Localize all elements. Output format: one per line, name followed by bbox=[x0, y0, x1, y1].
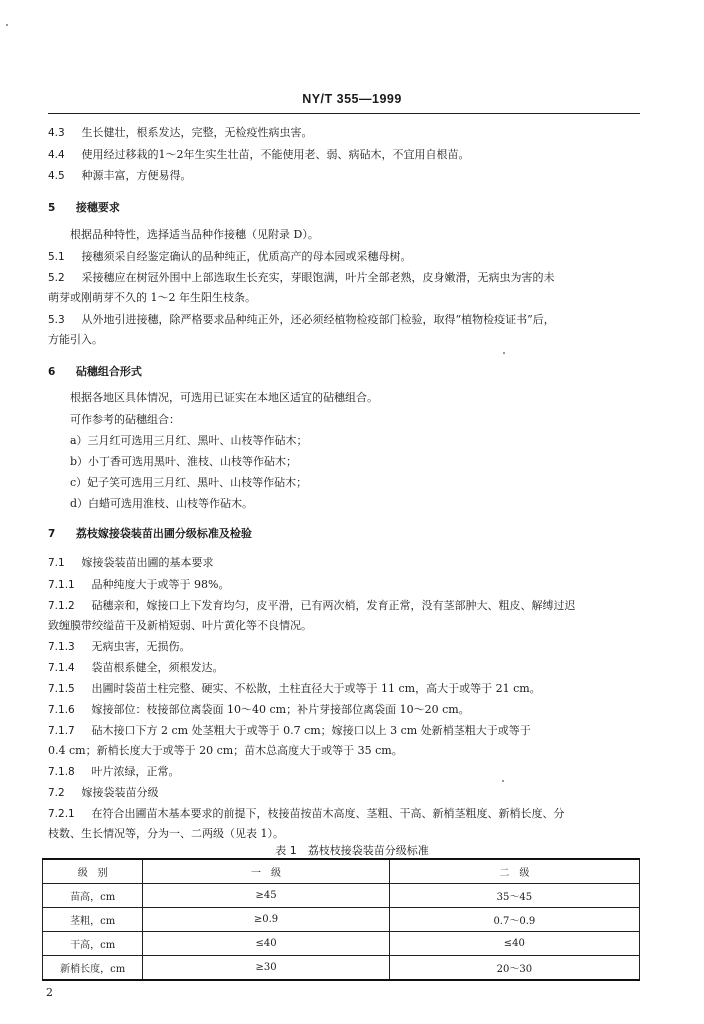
section-title: 砧穗组合形式 bbox=[75, 365, 142, 378]
clause-text: 砧穗亲和，嫁接口上下发育均匀，皮平滑，已有两次梢，发育正常，没有茎部肿大、粗皮、解缚过迟 bbox=[91, 599, 576, 612]
clause-continuation bbox=[48, 619, 312, 633]
clause-text: 0.4 cm；新梢长度大于或等于 20 cm；苗木总高度大于或等于 35 cm。 bbox=[48, 744, 403, 757]
clause-7-1-3 bbox=[48, 640, 191, 654]
clause-text: 方能引入。 bbox=[48, 333, 103, 346]
clause-text: 嫁接袋装苗出圃的基本要求 bbox=[81, 556, 214, 569]
clause-number: 7.1.4 bbox=[48, 662, 75, 674]
table-title: 表 1 荔枝枝接袋装苗分级标准 bbox=[275, 844, 429, 857]
clause-7-1-2 bbox=[48, 599, 576, 613]
clause-text: 品种纯度大于或等于 98%。 bbox=[91, 578, 230, 591]
clause-text: 无病虫害，无损伤。 bbox=[91, 640, 191, 653]
paragraph bbox=[70, 413, 180, 427]
section-7-heading bbox=[48, 527, 252, 541]
paragraph-text: 根据品种特性，选择适当品种作接穗（见附录 D）。 bbox=[70, 228, 319, 241]
list-item bbox=[70, 434, 308, 448]
standard-code-header: NY/T 355—1999 bbox=[302, 92, 402, 106]
clause-7-2-1 bbox=[48, 807, 565, 821]
paragraph-text: 根据各地区具体情况，可选用已证实在本地区适宜的砧穗组合。 bbox=[70, 391, 378, 404]
clause-text: 砧木接口下方 2 cm 处茎粗大于或等于 0.7 cm；嫁接口以上 3 cm 处新梢茎粗大于或等于 bbox=[91, 724, 531, 737]
table-cell: ≥30 bbox=[143, 956, 389, 981]
clause-number: 4.5 bbox=[48, 170, 65, 182]
clause-text: 袋苗根系健全，须根发达。 bbox=[91, 661, 224, 674]
table-row bbox=[43, 932, 640, 956]
clause-number: 4.3 bbox=[48, 127, 65, 139]
table-cell: ≤40 bbox=[389, 932, 639, 956]
table-cell: 苗高，cm bbox=[43, 884, 143, 908]
table-header-cell: 一 级 bbox=[143, 859, 389, 884]
scan-speck bbox=[6, 24, 8, 26]
table-cell: 新梢长度，cm bbox=[43, 956, 143, 981]
table-cell: ≥45 bbox=[143, 884, 389, 908]
section-5-heading bbox=[48, 201, 120, 215]
list-item-text: a）三月红可选用三月红、黑叶、山枝等作砧木； bbox=[70, 434, 308, 447]
clause-text: 接穗须采自经鉴定确认的品种纯正，优质高产的母本园或采穗母树。 bbox=[81, 250, 412, 263]
section-number: 6 bbox=[48, 366, 56, 378]
clause-number: 7.2.1 bbox=[48, 808, 75, 820]
table-cell: ≥0.9 bbox=[143, 908, 389, 932]
section-title: 荔枝嫁接袋装苗出圃分级标准及检验 bbox=[75, 527, 252, 540]
clause-7-1-5 bbox=[48, 682, 541, 696]
page-number: 2 bbox=[46, 986, 53, 999]
clause-continuation bbox=[48, 827, 284, 841]
clause-text: 采接穗应在树冠外围中上部选取生长充实，芽眼饱满，叶片全部老熟，皮身嫩滑，无病虫为害的未 bbox=[81, 271, 555, 284]
clause-7-1-7 bbox=[48, 724, 531, 738]
clause-5-2 bbox=[48, 271, 555, 285]
clause-text: 从外地引进接穗，除严格要求品种纯正外，还必须经植物检疫部门检验，取得“植物检疫证书”后， bbox=[81, 313, 555, 326]
clause-text: 使用经过移栽的1～2年生实生壮苗，不能使用老、弱、病砧木，不宜用自根苗。 bbox=[81, 148, 470, 161]
table-header-cell: 级 别 bbox=[43, 859, 143, 884]
clause-continuation bbox=[48, 744, 403, 758]
list-item-text: c）妃子笑可选用三月红、黑叶、山枝等作砧木； bbox=[70, 476, 308, 489]
clause-text: 嫁接部位：枝接部位离袋面 10～40 cm；补片芽接部位离袋面 10～20 cm。 bbox=[91, 703, 470, 716]
clause-text: 枝数、生长情况等，分为一、二两级（见表 1）。 bbox=[48, 827, 284, 840]
clause-text: 生长健壮，根系发达，完整，无检疫性病虫害。 bbox=[81, 126, 313, 139]
clause-number: 7.2 bbox=[48, 787, 65, 799]
section-title: 接穗要求 bbox=[75, 201, 120, 214]
clause-continuation bbox=[48, 291, 256, 305]
clause-text: 叶片浓绿，正常。 bbox=[91, 765, 180, 778]
clause-text: 嫁接袋装苗分级 bbox=[81, 786, 159, 799]
table-cell: 35～45 bbox=[389, 884, 639, 908]
clause-number: 5.2 bbox=[48, 272, 65, 284]
clause-number: 7.1.7 bbox=[48, 725, 75, 737]
clause-number: 7.1 bbox=[48, 557, 65, 569]
table-cell: 干高，cm bbox=[43, 932, 143, 956]
clause-number: 7.1.2 bbox=[48, 600, 75, 612]
clause-7-1-1 bbox=[48, 578, 229, 592]
table-cell: 茎粗，cm bbox=[43, 908, 143, 932]
clause-5-1 bbox=[48, 250, 412, 264]
clause-text: 种源丰富，方便易得。 bbox=[81, 169, 192, 182]
clause-number: 7.1.1 bbox=[48, 579, 75, 591]
clause-7-1-4 bbox=[48, 661, 224, 675]
table-row bbox=[43, 956, 640, 981]
clause-continuation bbox=[48, 333, 103, 347]
list-item-text: b）小丁香可选用黑叶、淮枝、山枝等作砧木； bbox=[70, 455, 298, 468]
clause-number: 5.1 bbox=[48, 251, 65, 263]
scan-speck bbox=[503, 352, 505, 354]
list-item bbox=[70, 497, 253, 511]
clause-7-1 bbox=[48, 556, 214, 570]
paragraph bbox=[70, 228, 319, 242]
list-item bbox=[70, 476, 307, 490]
clause-text: 萌芽或刚萌芽不久的 1～2 年生阳生枝条。 bbox=[48, 291, 256, 304]
scan-speck bbox=[502, 780, 504, 782]
section-number: 7 bbox=[48, 528, 56, 540]
table-cell: ≤40 bbox=[143, 932, 389, 956]
clause-5-3 bbox=[48, 313, 555, 327]
clause-number: 5.3 bbox=[48, 314, 65, 326]
grading-table bbox=[42, 858, 640, 981]
clause-number: 7.1.5 bbox=[48, 683, 75, 695]
table-cell: 0.7～0.9 bbox=[389, 908, 639, 932]
clause-4-3 bbox=[48, 126, 313, 140]
clause-4-5 bbox=[48, 169, 192, 183]
clause-number: 7.1.3 bbox=[48, 641, 75, 653]
clause-text: 在符合出圃苗木基本要求的前提下，枝接苗按苗木高度、茎粗、干高、新梢茎粗度、新梢长度、分 bbox=[91, 807, 565, 820]
clause-4-4 bbox=[48, 148, 470, 162]
paragraph bbox=[70, 391, 378, 405]
clause-7-1-8 bbox=[48, 765, 180, 779]
table-header-row bbox=[43, 859, 640, 884]
table-row bbox=[43, 908, 640, 932]
clause-text: 致缠膜带绞缢苗干及新梢短弱、叶片黄化等不良情况。 bbox=[48, 619, 312, 632]
section-number: 5 bbox=[48, 202, 56, 214]
clause-number: 7.1.8 bbox=[48, 766, 75, 778]
clause-number: 4.4 bbox=[48, 149, 65, 161]
clause-7-2 bbox=[48, 786, 159, 800]
clause-number: 7.1.6 bbox=[48, 704, 75, 716]
clause-7-1-6 bbox=[48, 703, 470, 717]
paragraph-text: 可作参考的砧穗组合： bbox=[70, 413, 180, 426]
header-rule bbox=[48, 113, 640, 114]
table-header-cell: 二 级 bbox=[389, 859, 639, 884]
section-6-heading bbox=[48, 365, 142, 379]
clause-text: 出圃时袋苗土柱完整、硬实、不松散，土柱直径大于或等于 11 cm，高大于或等于 21 cm。 bbox=[91, 682, 541, 695]
table-cell: 20～30 bbox=[389, 956, 639, 981]
list-item-text: d）白蜡可选用淮枝、山枝等作砧木。 bbox=[70, 497, 254, 510]
list-item bbox=[70, 455, 297, 469]
table-row bbox=[43, 884, 640, 908]
